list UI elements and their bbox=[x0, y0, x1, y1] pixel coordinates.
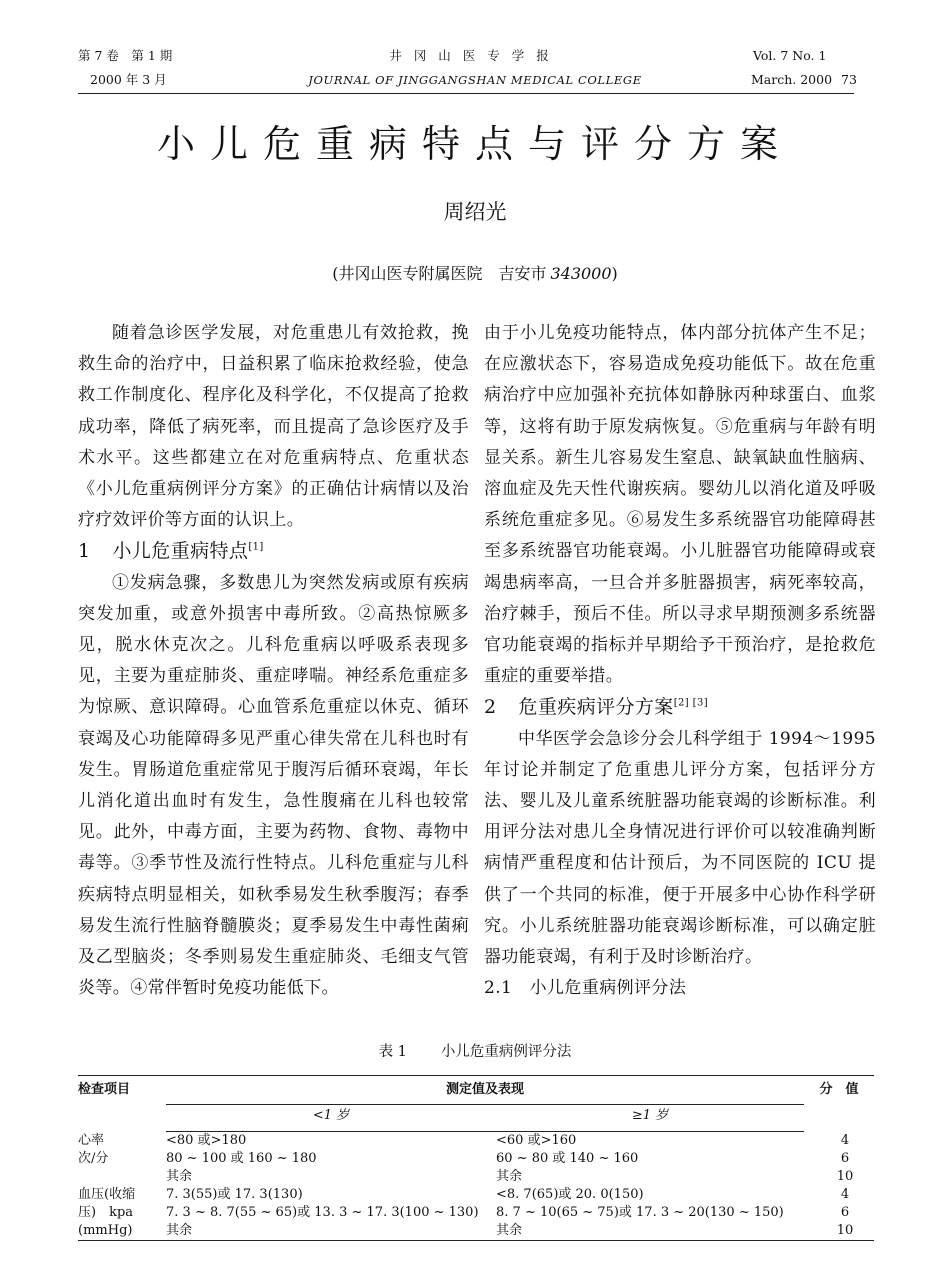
cell-under-1yr: 其余 bbox=[166, 1169, 193, 1184]
cell-under-1yr: 其余 bbox=[166, 1223, 193, 1238]
cell-over-1yr: 其余 bbox=[496, 1223, 523, 1238]
continued-paragraph: 由于小儿免疫功能特点，体内部分抗体产生不足；在应激状态下，容易造成免疫功能低下。故在危重病治疗中应加强补充抗体如静脉丙种球蛋白、血浆等，这将有助于原发病恢复。⑤危重病与年龄有明显关系。新生儿容易发生窒息、缺氧缺血性脑病、溶血症及先天性代谢疾病。婴幼儿以消化道及呼吸系统危重症多见。⑥易发生多系统器官功能障碍甚至多系统器官功能衰竭。小儿脏器官功能障碍或衰竭患病率高，一旦合并多脏器损害，病死率较高，治疗棘手，预后不佳。所以寻求早期预测多系统器官功能衰竭的指标并早期给予干预治疗，是抢救危重症的重要举措。 bbox=[484, 323, 876, 687]
cell-over-1yr: 8. 7 ~ 10(65 ~ 75)或 17. 3 ~ 20(130 ~ 150) bbox=[496, 1205, 784, 1220]
cell-score: 6 bbox=[840, 1205, 850, 1220]
cell-score: 4 bbox=[840, 1132, 850, 1148]
postal-code: 343000 bbox=[550, 264, 612, 283]
page-number: 73 bbox=[841, 72, 857, 87]
row-label-heart-rate: 心率 bbox=[78, 1132, 105, 1148]
section-2-number: 2 bbox=[484, 696, 497, 719]
intro-paragraph: 随着急诊医学发展，对危重患儿有效抢救，挽救生命的治疗中，日益积累了临床抢救经验，使急救工作制度化、程序化及科学化，不仅提高了抢救成功率，降低了病死率，而且提高了急诊医疗及手术水平。这些都建立在对危重病特点、危重状态《小儿危重病例评分方案》的正确估计病情以及治疗疗效评价等方面的认识上。 bbox=[78, 323, 469, 531]
header-measure: 测定值及表现 bbox=[166, 1076, 804, 1105]
table-row bbox=[78, 1222, 874, 1241]
table-caption bbox=[0, 1041, 950, 1063]
cell-under-1yr: 80 ~ 100 或 160 ~ 180 bbox=[166, 1151, 317, 1166]
header-rule bbox=[78, 93, 854, 94]
right-column bbox=[484, 318, 876, 1004]
article-title: 小儿危重病特点与评分方案 bbox=[156, 122, 793, 166]
affiliation bbox=[0, 262, 950, 286]
header-over-1yr: ≥1 岁 bbox=[496, 1105, 804, 1132]
section-1-number: 1 bbox=[78, 540, 91, 563]
section-2-paragraph: 中华医学会急诊分会儿科学组于 1994～1995 年讨论并制定了危重患儿评分方案，包括评分方法、婴儿及儿童系统脏器功能衰竭的诊断标准。利用评分法对患儿全身情况进行评价可以较准确判断病情严重程度和估计预后，为不同医院的 ICU 提供了一个共同的标准，便于开展多中心协作科学研究。小儿系统脏器功能衰竭诊断标准，可以确定脏器功能衰竭，有利于及时诊断治疗。 bbox=[484, 728, 876, 968]
volume-issue-en: Vol. 7 No. 1 bbox=[753, 48, 827, 63]
date-and-page bbox=[751, 72, 857, 88]
cell-score: 10 bbox=[836, 1169, 854, 1184]
volume-issue: 第 7 卷 第 1 期 bbox=[78, 48, 173, 63]
table-row bbox=[78, 1150, 874, 1168]
table-row bbox=[78, 1204, 874, 1222]
table-row bbox=[78, 1168, 874, 1186]
subsection-2-1-heading: 2.1 小儿危重病例评分法 bbox=[484, 978, 687, 999]
citation-ref: [1] bbox=[248, 542, 264, 554]
section-1-heading bbox=[78, 536, 469, 567]
table-row bbox=[78, 1186, 874, 1204]
section-2-heading bbox=[484, 692, 876, 723]
scoring-table bbox=[78, 1075, 874, 1241]
citation-ref: [2] [3] bbox=[673, 698, 709, 710]
cell-over-1yr: 60 ~ 80 或 140 ~ 160 bbox=[496, 1151, 639, 1166]
cell-over-1yr: <60 或>160 bbox=[496, 1133, 577, 1148]
cell-score: 4 bbox=[840, 1187, 850, 1202]
section-1-title: 小儿危重病特点 bbox=[112, 540, 249, 563]
row-label-blood-pressure: 血压(收缩 bbox=[78, 1187, 136, 1202]
section-2-title: 危重疾病评分方案 bbox=[518, 696, 674, 719]
header-score: 分 值 bbox=[819, 1082, 859, 1097]
publication-date: 2000 年 3 月 bbox=[90, 72, 167, 87]
cell-score: 6 bbox=[840, 1151, 850, 1166]
cell-under-1yr: 7. 3(55)或 17. 3(130) bbox=[166, 1187, 303, 1202]
affiliation-close: ) bbox=[611, 264, 618, 283]
header-item: 检查项目 bbox=[78, 1082, 131, 1097]
journal-name-cn: 井冈山医专学报 bbox=[389, 48, 561, 63]
publication-date-en: March. 2000 bbox=[751, 72, 833, 87]
section-1-paragraph: ①发病急骤，多数患儿为突然发病或原有疾病突发加重，或意外损害中毒所致。②高热惊厥多见，脱水休克次之。儿科危重病以呼吸系表现多见，主要为重症肺炎、重症哮喘。神经系危重症多为惊厥、意识障碍。心血管系危重症以休克、循环衰竭及心功能障碍多见严重心律失常在儿科也时有发生。胃肠道危重症常见于腹泻后循环衰竭，年长儿消化道出血时有发生，急性腹痛在儿科也较常见。此外，中毒方面，主要为药物、食物、毒物中毒等。③季节性及流行性特点。儿科危重症与儿科疾病特点明显相关，如秋季易发生秋季腹泻；春季易发生流行性脑脊髓膜炎；夏季易发生中毒性菌痢及乙型脑炎；冬季则易发生重症肺炎、毛细支气管炎等。④常伴暂时免疫功能低下。 bbox=[78, 572, 469, 999]
table-row bbox=[78, 1132, 874, 1151]
cell-score: 10 bbox=[836, 1223, 854, 1238]
table-subheader-row bbox=[78, 1105, 874, 1132]
table-title: 小儿危重病例评分法 bbox=[440, 1044, 572, 1060]
row-label-blood-pressure-mmhg: (mmHg) bbox=[78, 1223, 133, 1238]
author-name: 周绍光 bbox=[443, 200, 507, 224]
row-label-blood-pressure-unit: 压) kpa bbox=[78, 1205, 134, 1220]
cell-over-1yr: <8. 7(65)或 20. 0(150) bbox=[496, 1187, 644, 1202]
cell-under-1yr: 7. 3 ~ 8. 7(55 ~ 65)或 13. 3 ~ 17. 3(100 ~ 130) bbox=[166, 1205, 479, 1220]
journal-name-en: JOURNAL OF JINGGANGSHAN MEDICAL COLLEGE bbox=[308, 73, 642, 87]
left-column bbox=[78, 318, 469, 1004]
table-label: 表 1 bbox=[378, 1044, 407, 1060]
header-under-1yr: <1 岁 bbox=[166, 1105, 496, 1132]
affiliation-text: (井冈山医专附属医院 吉安市 bbox=[332, 264, 547, 283]
cell-under-1yr: <80 或>180 bbox=[166, 1133, 247, 1148]
table-header-row bbox=[78, 1076, 874, 1105]
cell-over-1yr: 其余 bbox=[496, 1169, 523, 1184]
row-label-heart-rate-unit: 次/分 bbox=[78, 1151, 109, 1166]
